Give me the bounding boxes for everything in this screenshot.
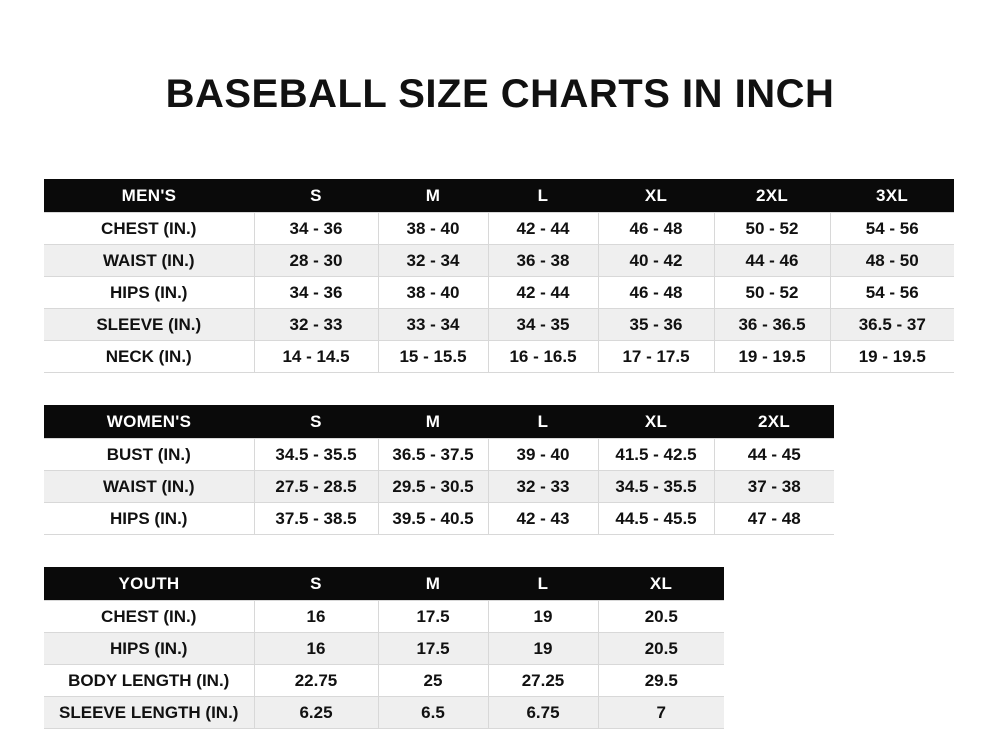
mens-sleeve-3xl: 36.5 - 37 (830, 309, 954, 341)
table-row (44, 601, 724, 633)
mens-hips-m: 38 - 40 (378, 277, 488, 309)
table-spacer (44, 535, 956, 567)
mens-sleeve-xl: 35 - 36 (598, 309, 714, 341)
mens-chest-s: 34 - 36 (254, 213, 378, 245)
table-row (44, 309, 954, 341)
womens-header-m: M (378, 405, 488, 439)
mens-header-category: MEN'S (44, 179, 254, 213)
womens-header-l: L (488, 405, 598, 439)
youth-sleeve-length-m: 6.5 (378, 697, 488, 729)
youth-row-label-chest: CHEST (IN.) (44, 601, 254, 633)
mens-waist-2xl: 44 - 46 (714, 245, 830, 277)
mens-waist-3xl: 48 - 50 (830, 245, 954, 277)
table-header-row (44, 405, 834, 439)
table-row (44, 471, 834, 503)
womens-hips-m: 39.5 - 40.5 (378, 503, 488, 535)
mens-header-l: L (488, 179, 598, 213)
mens-row-label-waist: WAIST (IN.) (44, 245, 254, 277)
table-row (44, 697, 724, 729)
womens-size-table (44, 405, 834, 535)
mens-row-label-sleeve: SLEEVE (IN.) (44, 309, 254, 341)
youth-table-body (44, 601, 724, 729)
mens-chest-2xl: 50 - 52 (714, 213, 830, 245)
mens-chest-m: 38 - 40 (378, 213, 488, 245)
mens-row-label-chest: CHEST (IN.) (44, 213, 254, 245)
mens-sleeve-l: 34 - 35 (488, 309, 598, 341)
mens-size-table (44, 179, 954, 373)
mens-neck-m: 15 - 15.5 (378, 341, 488, 373)
youth-header-m: M (378, 567, 488, 601)
youth-sleeve-length-l: 6.75 (488, 697, 598, 729)
youth-chest-s: 16 (254, 601, 378, 633)
youth-body-length-s: 22.75 (254, 665, 378, 697)
womens-table-header (44, 405, 834, 439)
womens-bust-l: 39 - 40 (488, 439, 598, 471)
youth-sleeve-length-xl: 7 (598, 697, 724, 729)
mens-neck-s: 14 - 14.5 (254, 341, 378, 373)
mens-waist-s: 28 - 30 (254, 245, 378, 277)
youth-header-s: S (254, 567, 378, 601)
mens-neck-2xl: 19 - 19.5 (714, 341, 830, 373)
youth-row-label-hips: HIPS (IN.) (44, 633, 254, 665)
mens-table-header (44, 179, 954, 213)
womens-header-2xl: 2XL (714, 405, 834, 439)
table-row (44, 213, 954, 245)
mens-sleeve-2xl: 36 - 36.5 (714, 309, 830, 341)
womens-hips-2xl: 47 - 48 (714, 503, 834, 535)
mens-chest-xl: 46 - 48 (598, 213, 714, 245)
table-row (44, 341, 954, 373)
mens-row-label-hips: HIPS (IN.) (44, 277, 254, 309)
mens-waist-xl: 40 - 42 (598, 245, 714, 277)
mens-hips-s: 34 - 36 (254, 277, 378, 309)
mens-header-s: S (254, 179, 378, 213)
mens-header-xl: XL (598, 179, 714, 213)
youth-header-category: YOUTH (44, 567, 254, 601)
mens-header-2xl: 2XL (714, 179, 830, 213)
womens-header-s: S (254, 405, 378, 439)
youth-chest-m: 17.5 (378, 601, 488, 633)
mens-sleeve-m: 33 - 34 (378, 309, 488, 341)
mens-neck-3xl: 19 - 19.5 (830, 341, 954, 373)
table-row (44, 633, 724, 665)
mens-neck-xl: 17 - 17.5 (598, 341, 714, 373)
mens-row-label-neck: NECK (IN.) (44, 341, 254, 373)
womens-bust-m: 36.5 - 37.5 (378, 439, 488, 471)
mens-hips-3xl: 54 - 56 (830, 277, 954, 309)
womens-header-category: WOMEN'S (44, 405, 254, 439)
mens-hips-xl: 46 - 48 (598, 277, 714, 309)
youth-hips-l: 19 (488, 633, 598, 665)
womens-row-label-waist: WAIST (IN.) (44, 471, 254, 503)
mens-hips-l: 42 - 44 (488, 277, 598, 309)
womens-waist-2xl: 37 - 38 (714, 471, 834, 503)
youth-row-label-body-length: BODY LENGTH (IN.) (44, 665, 254, 697)
womens-waist-l: 32 - 33 (488, 471, 598, 503)
womens-row-label-bust: BUST (IN.) (44, 439, 254, 471)
mens-chest-3xl: 54 - 56 (830, 213, 954, 245)
mens-neck-l: 16 - 16.5 (488, 341, 598, 373)
womens-bust-s: 34.5 - 35.5 (254, 439, 378, 471)
table-row (44, 245, 954, 277)
table-spacer (44, 373, 956, 405)
womens-hips-s: 37.5 - 38.5 (254, 503, 378, 535)
womens-waist-s: 27.5 - 28.5 (254, 471, 378, 503)
womens-waist-xl: 34.5 - 35.5 (598, 471, 714, 503)
youth-row-label-sleeve-length: SLEEVE LENGTH (IN.) (44, 697, 254, 729)
youth-header-xl: XL (598, 567, 724, 601)
youth-hips-xl: 20.5 (598, 633, 724, 665)
page-title: BASEBALL SIZE CHARTS IN INCH (165, 72, 835, 116)
youth-sleeve-length-s: 6.25 (254, 697, 378, 729)
mens-header-3xl: 3XL (830, 179, 954, 213)
womens-row-label-hips: HIPS (IN.) (44, 503, 254, 535)
womens-bust-2xl: 44 - 45 (714, 439, 834, 471)
youth-body-length-l: 27.25 (488, 665, 598, 697)
mens-hips-2xl: 50 - 52 (714, 277, 830, 309)
table-row (44, 439, 834, 471)
womens-table-body (44, 439, 834, 535)
mens-header-m: M (378, 179, 488, 213)
mens-waist-l: 36 - 38 (488, 245, 598, 277)
youth-hips-m: 17.5 (378, 633, 488, 665)
mens-waist-m: 32 - 34 (378, 245, 488, 277)
youth-chest-xl: 20.5 (598, 601, 724, 633)
youth-table-header (44, 567, 724, 601)
mens-sleeve-s: 32 - 33 (254, 309, 378, 341)
tables-container (0, 179, 1000, 729)
youth-body-length-m: 25 (378, 665, 488, 697)
mens-chest-l: 42 - 44 (488, 213, 598, 245)
womens-hips-l: 42 - 43 (488, 503, 598, 535)
womens-header-xl: XL (598, 405, 714, 439)
mens-table-body (44, 213, 954, 373)
womens-waist-m: 29.5 - 30.5 (378, 471, 488, 503)
youth-hips-s: 16 (254, 633, 378, 665)
womens-hips-xl: 44.5 - 45.5 (598, 503, 714, 535)
table-row (44, 665, 724, 697)
table-row (44, 277, 954, 309)
youth-body-length-xl: 29.5 (598, 665, 724, 697)
table-row (44, 503, 834, 535)
youth-size-table (44, 567, 724, 729)
youth-chest-l: 19 (488, 601, 598, 633)
womens-bust-xl: 41.5 - 42.5 (598, 439, 714, 471)
youth-header-l: L (488, 567, 598, 601)
table-header-row (44, 567, 724, 601)
table-header-row (44, 179, 954, 213)
